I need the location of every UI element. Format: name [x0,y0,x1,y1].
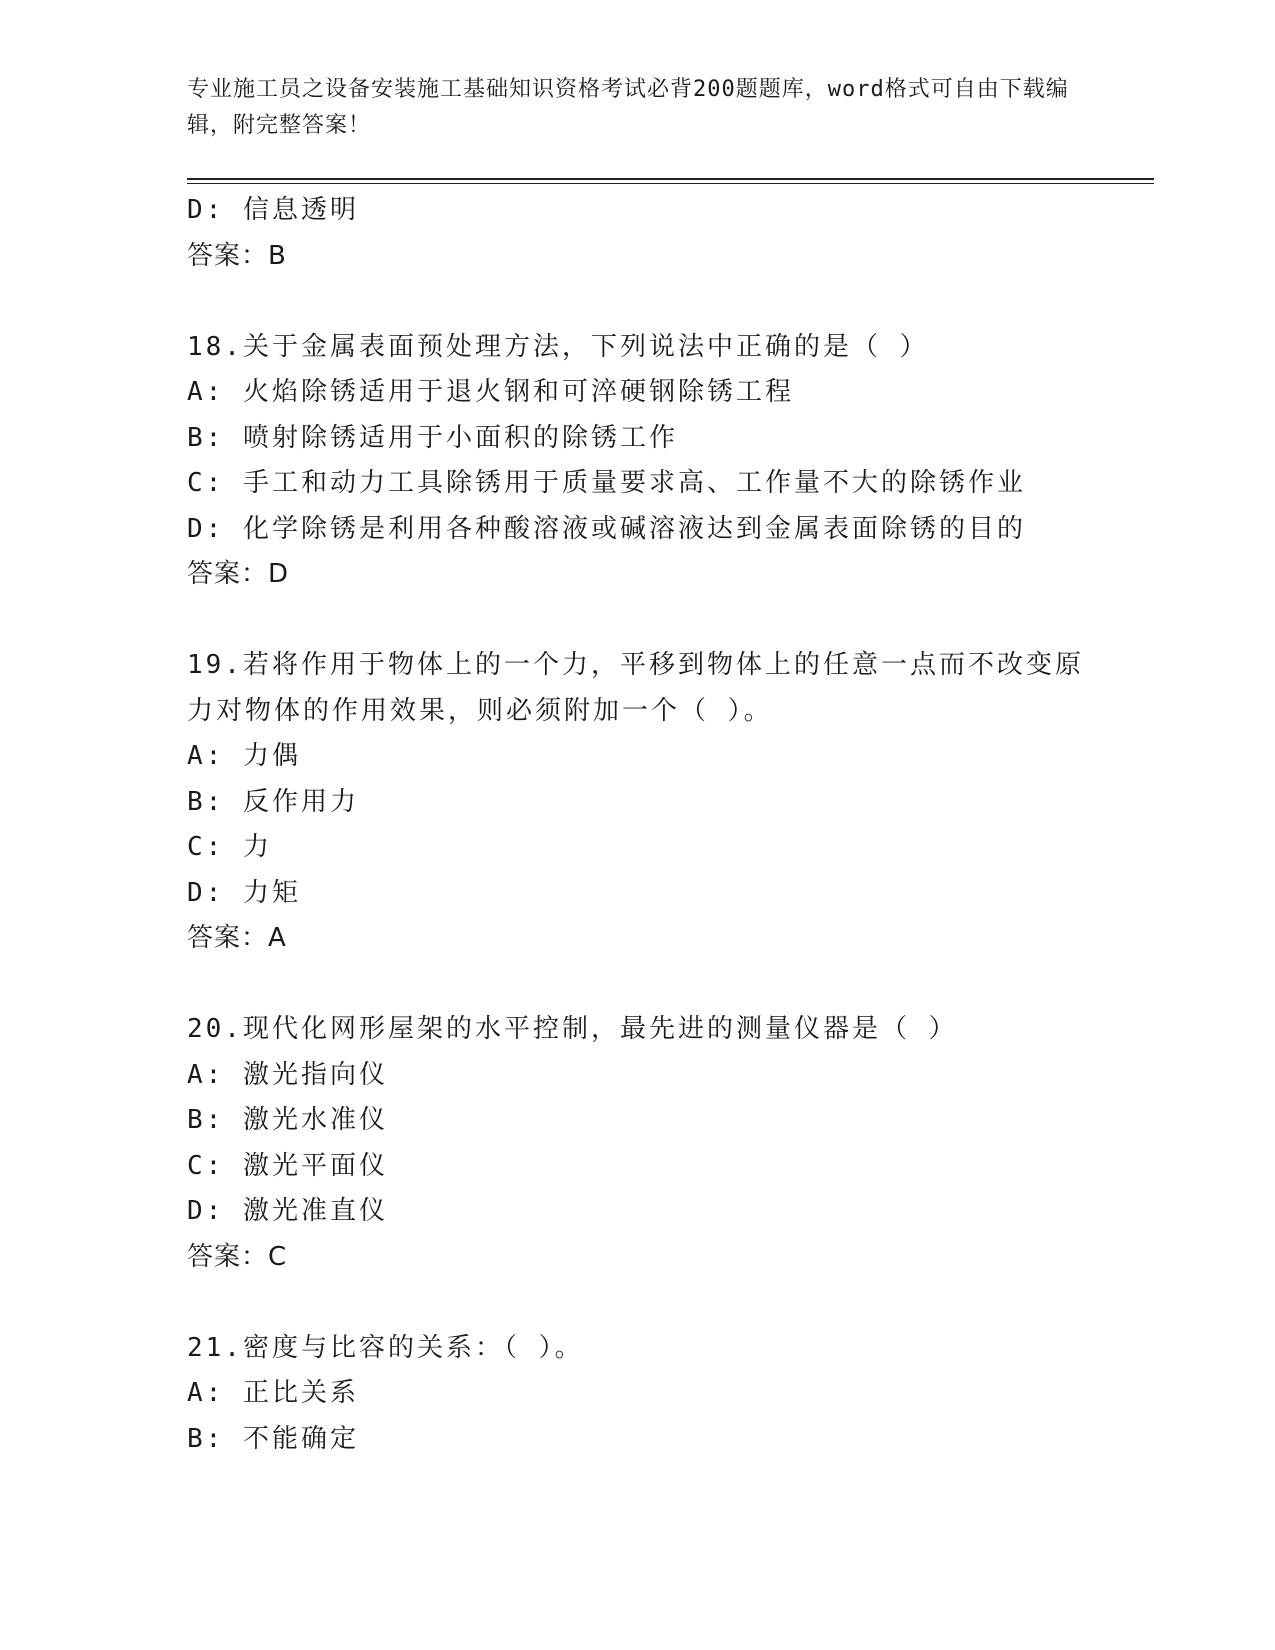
option-c: C: 手工和动力工具除锈用于质量要求高、工作量不大的除锈作业 [187,468,1026,498]
option-a: A: 激光指向仪 [187,1059,388,1090]
question-text: 18.关于金属表面预处理方法，下列说法中正确的是（ ） [187,331,929,362]
header-divider-thick [187,178,1154,180]
option-b: B: 不能确定 [187,1423,359,1454]
option-d: D: 激光准直仪 [187,1196,388,1226]
question-18 [187,325,1147,598]
header-intro: 专业施工员之设备安装施工基础知识资格考试必背200题题库，word格式可自由下载编辑，附完整答案！ [187,77,1069,138]
option-a: A: 火焰除锈适用于退火钢和可淬硬钢除锈工程 [187,377,794,407]
question-text: 19.若将作用于物体上的一个力，平移到物体上的任意一点而不改变原力对物体的作用效果，则必须附加一个（ ）。 [187,650,1084,726]
question-21 [187,1326,1147,1463]
option-d: D: 化学除锈是利用各种酸溶液或碱溶液达到金属表面除锈的目的 [187,513,1026,544]
answer-line: 答案：B [187,240,287,271]
option-b: B: 激光水准仪 [187,1105,388,1135]
question-list [187,188,1147,1462]
option-d: D: 信息透明 [187,195,359,225]
question-19 [187,643,1147,962]
option-c: C: 力 [187,832,272,862]
option-a: A: 力偶 [187,741,301,771]
option-c: C: 激光平面仪 [187,1150,388,1181]
option-b: B: 喷射除锈适用于小面积的除锈工作 [187,422,678,453]
option-d: D: 力矩 [187,877,301,908]
answer-line: 答案：D [187,559,290,589]
answer-line: 答案：A [187,923,287,953]
question-text: 21.密度与比容的关系：（ ）。 [187,1332,584,1363]
answer-line: 答案：C [187,1241,288,1272]
question-20 [187,1007,1147,1280]
document-header [187,72,1087,144]
question-text: 20.现代化网形屋架的水平控制，最先进的测量仪器是（ ） [187,1014,958,1044]
option-b: B: 反作用力 [187,786,359,817]
option-a: A: 正比关系 [187,1378,359,1408]
header-divider-thin [187,183,1154,184]
question-17-tail [187,188,1147,279]
